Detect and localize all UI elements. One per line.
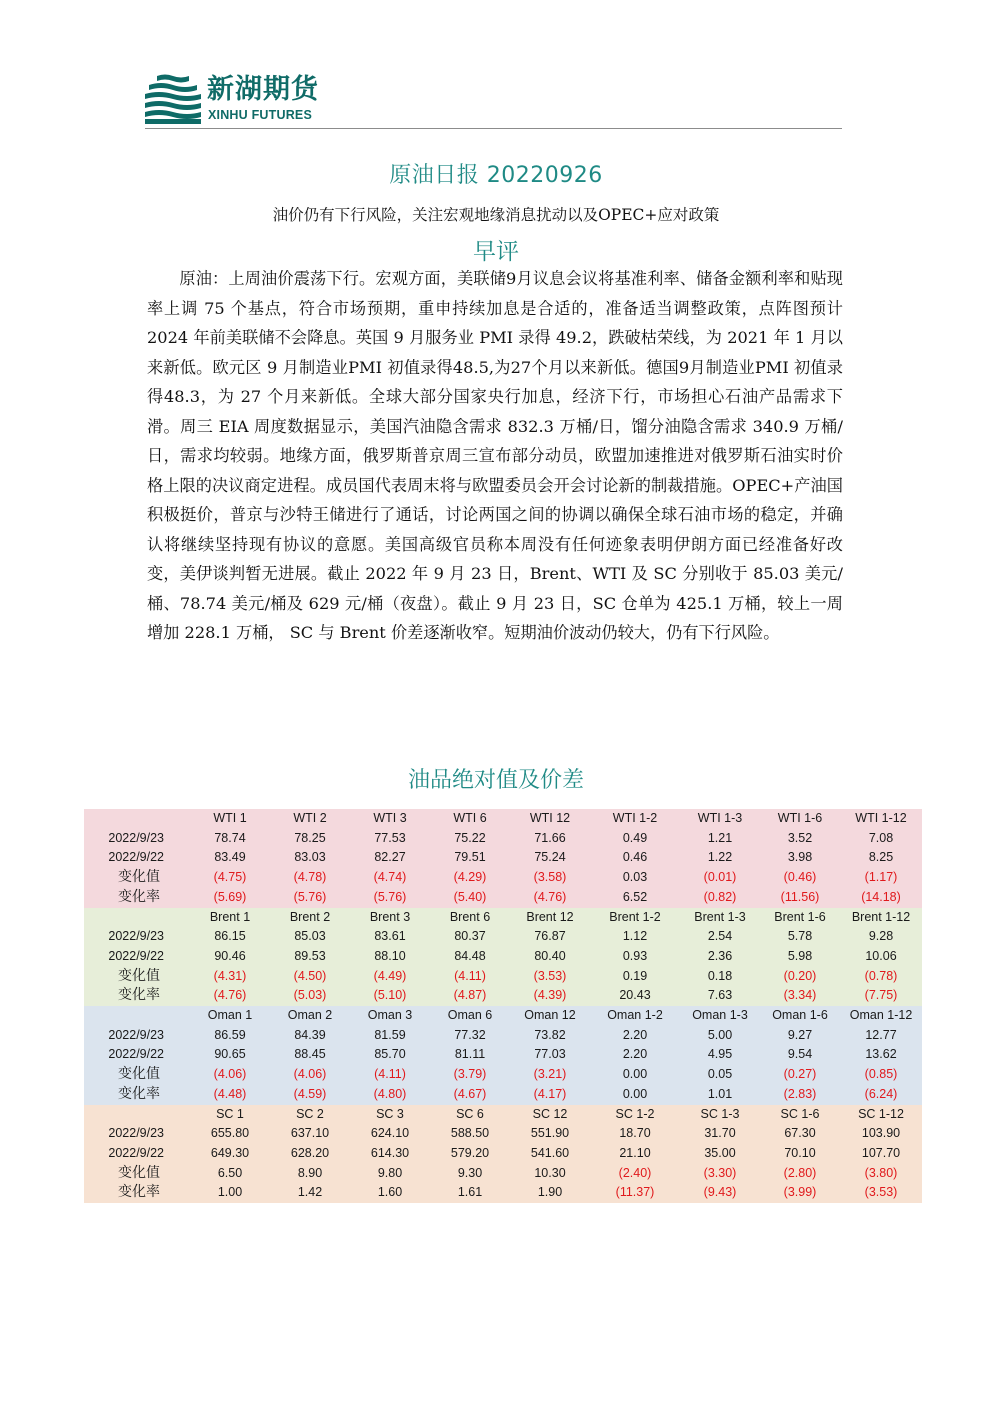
table-cell: (2.80) [760, 1164, 840, 1184]
table-cell: 1.12 [590, 927, 680, 947]
table-cell: 3.98 [760, 848, 840, 868]
table-cell: 0.49 [590, 829, 680, 849]
table-cell: 0.05 [680, 1065, 760, 1085]
table-cell: (0.01) [680, 868, 760, 888]
table-cell: 9.28 [840, 927, 922, 947]
table-header-row [84, 1105, 922, 1125]
row-label: 变化值 [84, 1164, 190, 1184]
table-cell: 649.30 [190, 1144, 270, 1164]
table-cell: (3.30) [680, 1164, 760, 1184]
table-cell: 83.03 [270, 848, 350, 868]
table-cell: (4.29) [430, 868, 510, 888]
table-cell: 76.87 [510, 927, 590, 947]
column-header: WTI 1 [190, 809, 270, 829]
table-cell: 85.03 [270, 927, 350, 947]
table-cell: 77.03 [510, 1045, 590, 1065]
table-cell: 84.48 [430, 947, 510, 967]
morning-review-paragraph: 原油：上周油价震荡下行。宏观方面，美联储9月议息会议将基准利率、储备金额利率和贴现率上调 75 个基点，符合市场预期，重申持续加息是合适的，准备适当调整政策，点阵图预计 2024 年前美联储不会降息。英国 9 月服务业 PMI 录得 49.2，跌破枯荣线，为 2021 年 1 月以来新低。欧元区 9 月制造业PMI 初值录得48.5,为27个月以来新低。德国9月制造业PMI 初值录得48.3，为 27 个月来新低。全球大部分国家央行加息，经济下行，市场担心石油产品需求下滑。周三 EIA 周度数据显示，美国汽油隐含需求 832.3 万桶/日，馏分油隐含需求 340.9 万桶/日，需求均较弱。地缘方面，俄罗斯普京周三宣布部分动员，欧盟加速推进对俄罗斯石油实时价格上限的决议商定进程。成员国代表周末将与欧盟委员会开会讨论新的制裁措施。OPEC+产油国积极挺价，普京与沙特王储进行了通话，讨论两国之间的协调以确保全球石油市场的稳定，并确认将继续坚持现有协议的意愿。美国高级官员称本周没有任何迹象表明伊朗方面已经准备好改变，美伊谈判暂无进展。截止 2022 年 9 月 23 日，Brent、WTI 及 SC 分别收于 85.03 美元/桶、78.74 美元/桶及 629 元/桶（夜盘）。截止 9 月 23 日，SC 仓单为 425.1 万桶，较上一周增加 228.1 万桶， SC 与 Brent 价差逐渐收窄。短期油价波动仍较大，仍有下行风险。 [147, 269, 843, 642]
row-label: 2022/9/22 [84, 1144, 190, 1164]
table-cell: 21.10 [590, 1144, 680, 1164]
table-cell: 5.00 [680, 1026, 760, 1046]
table-row [84, 1045, 922, 1065]
row-label: 变化值 [84, 868, 190, 888]
table-cell: (4.17) [510, 1085, 590, 1105]
table-row [84, 1183, 922, 1203]
table-cell: 1.60 [350, 1183, 430, 1203]
table-cell: 81.11 [430, 1045, 510, 1065]
column-header: SC 2 [270, 1105, 350, 1125]
row-label: 2022/9/22 [84, 947, 190, 967]
table-cell: 10.30 [510, 1164, 590, 1184]
table-cell: 103.90 [840, 1124, 922, 1144]
column-header: Oman 12 [510, 1006, 590, 1026]
row-label: 2022/9/22 [84, 1045, 190, 1065]
header-blank-cell [84, 908, 190, 928]
table-cell: 0.03 [590, 868, 680, 888]
table-cell: (7.75) [840, 986, 922, 1006]
table-cell: 75.22 [430, 829, 510, 849]
table-cell: (0.82) [680, 888, 760, 908]
table-cell: (2.83) [760, 1085, 840, 1105]
column-header: Oman 1-3 [680, 1006, 760, 1026]
table-cell: 79.51 [430, 848, 510, 868]
table-cell: 0.00 [590, 1065, 680, 1085]
table-cell: (2.40) [590, 1164, 680, 1184]
column-header: SC 1-6 [760, 1105, 840, 1125]
column-header: Oman 1-12 [840, 1006, 922, 1026]
table-cell: 2.54 [680, 927, 760, 947]
table-row [84, 967, 922, 987]
table-cell: 71.66 [510, 829, 590, 849]
header-divider [145, 128, 842, 129]
table-cell: 80.40 [510, 947, 590, 967]
column-header: WTI 1-3 [680, 809, 760, 829]
table-cell: 73.82 [510, 1026, 590, 1046]
table-cell: 75.24 [510, 848, 590, 868]
column-header: SC 1 [190, 1105, 270, 1125]
row-label: 2022/9/23 [84, 1026, 190, 1046]
row-label: 变化率 [84, 1085, 190, 1105]
table-cell: (4.78) [270, 868, 350, 888]
report-subtitle: 油价仍有下行风险，关注宏观地缘消息扰动以及OPEC+应对政策 [272, 206, 720, 224]
table-cell: (3.53) [840, 1183, 922, 1203]
oil-price-spread-table [84, 809, 922, 1203]
column-header: Oman 1-2 [590, 1006, 680, 1026]
table-cell: 84.39 [270, 1026, 350, 1046]
table-cell: 7.63 [680, 986, 760, 1006]
column-header: Brent 12 [510, 908, 590, 928]
column-header: Brent 1-2 [590, 908, 680, 928]
table-cell: 541.60 [510, 1144, 590, 1164]
table-row [84, 1124, 922, 1144]
table-cell: (1.17) [840, 868, 922, 888]
column-header: Brent 1-12 [840, 908, 922, 928]
column-header: Oman 3 [350, 1006, 430, 1026]
table-cell: 1.01 [680, 1085, 760, 1105]
table-cell: 614.30 [350, 1144, 430, 1164]
table-row [84, 848, 922, 868]
table-cell: (5.69) [190, 888, 270, 908]
table-cell: (3.99) [760, 1183, 840, 1203]
table-cell: 1.00 [190, 1183, 270, 1203]
table-cell: 85.70 [350, 1045, 430, 1065]
table-cell: (0.85) [840, 1065, 922, 1085]
table-cell: 1.42 [270, 1183, 350, 1203]
table-cell: (4.11) [430, 967, 510, 987]
table-cell: (4.80) [350, 1085, 430, 1105]
table-header-row [84, 908, 922, 928]
table-title: 油品绝对值及价差 [407, 768, 584, 793]
table-cell: (4.39) [510, 986, 590, 1006]
table-cell: (4.75) [190, 868, 270, 888]
column-header: WTI 1-12 [840, 809, 922, 829]
table-cell: 8.25 [840, 848, 922, 868]
table-cell: (0.20) [760, 967, 840, 987]
table-cell: 9.30 [430, 1164, 510, 1184]
table-row [84, 888, 922, 908]
table-cell: 88.45 [270, 1045, 350, 1065]
row-label: 变化率 [84, 1183, 190, 1203]
table-row [84, 1085, 922, 1105]
table-cell: 2.20 [590, 1045, 680, 1065]
table-cell: 0.19 [590, 967, 680, 987]
table-cell: (3.34) [760, 986, 840, 1006]
table-cell: 88.10 [350, 947, 430, 967]
table-cell: 6.52 [590, 888, 680, 908]
column-header: Brent 6 [430, 908, 510, 928]
table-cell: (4.76) [190, 986, 270, 1006]
column-header: WTI 2 [270, 809, 350, 829]
header-blank-cell [84, 1006, 190, 1026]
table-cell: 8.90 [270, 1164, 350, 1184]
table-cell: (3.53) [510, 967, 590, 987]
table-cell: 588.50 [430, 1124, 510, 1144]
row-label: 变化率 [84, 888, 190, 908]
table-cell: (4.67) [430, 1085, 510, 1105]
table-cell: 77.32 [430, 1026, 510, 1046]
table-cell: 3.52 [760, 829, 840, 849]
table-row [84, 927, 922, 947]
row-label: 变化值 [84, 1065, 190, 1085]
table-cell: (3.58) [510, 868, 590, 888]
table-cell: 6.50 [190, 1164, 270, 1184]
table-cell: 628.20 [270, 1144, 350, 1164]
table-cell: 7.08 [840, 829, 922, 849]
table-cell: 90.65 [190, 1045, 270, 1065]
table-cell: 31.70 [680, 1124, 760, 1144]
table-cell: (4.11) [350, 1065, 430, 1085]
table-cell: (11.37) [590, 1183, 680, 1203]
table-cell: (4.87) [430, 986, 510, 1006]
column-header: Oman 1-6 [760, 1006, 840, 1026]
table-cell: 83.61 [350, 927, 430, 947]
row-label: 2022/9/22 [84, 848, 190, 868]
table-cell: (5.40) [430, 888, 510, 908]
table-cell: 0.46 [590, 848, 680, 868]
table-cell: (4.76) [510, 888, 590, 908]
table-cell: (3.21) [510, 1065, 590, 1085]
table-cell: 89.53 [270, 947, 350, 967]
table-cell: (4.50) [270, 967, 350, 987]
logo-chinese-name: 新湖期货 [207, 74, 319, 105]
row-label: 2022/9/23 [84, 829, 190, 849]
table-cell: 9.54 [760, 1045, 840, 1065]
table-cell: 77.53 [350, 829, 430, 849]
table-cell: (5.76) [350, 888, 430, 908]
table-cell: 81.59 [350, 1026, 430, 1046]
column-header: WTI 1-6 [760, 809, 840, 829]
table-cell: 18.70 [590, 1124, 680, 1144]
table-cell: (4.49) [350, 967, 430, 987]
row-label: 变化值 [84, 967, 190, 987]
table-header-row [84, 809, 922, 829]
table-cell: (5.03) [270, 986, 350, 1006]
row-label: 2022/9/23 [84, 1124, 190, 1144]
table-cell: 624.10 [350, 1124, 430, 1144]
table-cell: 86.15 [190, 927, 270, 947]
table-cell: 12.77 [840, 1026, 922, 1046]
table-cell: 90.46 [190, 947, 270, 967]
table-cell: (14.18) [840, 888, 922, 908]
column-header: Oman 1 [190, 1006, 270, 1026]
table-row [84, 1144, 922, 1164]
column-header: SC 1-12 [840, 1105, 922, 1125]
table-cell: 9.27 [760, 1026, 840, 1046]
table-cell: 2.36 [680, 947, 760, 967]
table-cell: (3.79) [430, 1065, 510, 1085]
table-cell: (4.06) [270, 1065, 350, 1085]
header-blank-cell [84, 809, 190, 829]
table-cell: 10.06 [840, 947, 922, 967]
table-cell: (0.46) [760, 868, 840, 888]
table-cell: 637.10 [270, 1124, 350, 1144]
header-blank-cell [84, 1105, 190, 1125]
table-cell: 0.93 [590, 947, 680, 967]
table-cell: (3.80) [840, 1164, 922, 1184]
column-header: WTI 12 [510, 809, 590, 829]
table-cell: (4.59) [270, 1085, 350, 1105]
company-logo [143, 72, 343, 124]
column-header: Brent 2 [270, 908, 350, 928]
logo-english-name: XINHU FUTURES [208, 108, 312, 122]
table-cell: 5.78 [760, 927, 840, 947]
report-title: 原油日报 20220926 [389, 163, 603, 188]
table-cell: 1.21 [680, 829, 760, 849]
table-cell: (4.48) [190, 1085, 270, 1105]
waves-logo-icon [143, 74, 201, 124]
table-cell: (0.78) [840, 967, 922, 987]
table-row [84, 1164, 922, 1184]
table-cell: (5.76) [270, 888, 350, 908]
table-cell: 80.37 [430, 927, 510, 947]
table-row [84, 1065, 922, 1085]
table-cell: 107.70 [840, 1144, 922, 1164]
table-row [84, 829, 922, 849]
section-heading-morning-review: 早评 [473, 239, 519, 265]
table-row [84, 986, 922, 1006]
column-header: SC 1-2 [590, 1105, 680, 1125]
table-cell: 0.18 [680, 967, 760, 987]
table-row [84, 947, 922, 967]
table-cell: (4.06) [190, 1065, 270, 1085]
table-cell: (5.10) [350, 986, 430, 1006]
table-cell: 1.90 [510, 1183, 590, 1203]
table-cell: 9.80 [350, 1164, 430, 1184]
table-cell: 4.95 [680, 1045, 760, 1065]
table-cell: (4.31) [190, 967, 270, 987]
column-header: SC 6 [430, 1105, 510, 1125]
column-header: Brent 1-6 [760, 908, 840, 928]
table-cell: 82.27 [350, 848, 430, 868]
table-cell: (9.43) [680, 1183, 760, 1203]
table-cell: 86.59 [190, 1026, 270, 1046]
column-header: SC 1-3 [680, 1105, 760, 1125]
column-header: WTI 3 [350, 809, 430, 829]
table-cell: 5.98 [760, 947, 840, 967]
table-cell: 579.20 [430, 1144, 510, 1164]
table-row [84, 1026, 922, 1046]
table-cell: 1.61 [430, 1183, 510, 1203]
table-cell: 2.20 [590, 1026, 680, 1046]
column-header: WTI 6 [430, 809, 510, 829]
column-header: Oman 2 [270, 1006, 350, 1026]
table-cell: 83.49 [190, 848, 270, 868]
table-cell: 13.62 [840, 1045, 922, 1065]
column-header: SC 12 [510, 1105, 590, 1125]
table-cell: 78.74 [190, 829, 270, 849]
table-cell: 1.22 [680, 848, 760, 868]
table-cell: 78.25 [270, 829, 350, 849]
table-cell: 20.43 [590, 986, 680, 1006]
column-header: Oman 6 [430, 1006, 510, 1026]
column-header: WTI 1-2 [590, 809, 680, 829]
table-cell: 655.80 [190, 1124, 270, 1144]
table-cell: 551.90 [510, 1124, 590, 1144]
table-cell: (4.74) [350, 868, 430, 888]
column-header: SC 3 [350, 1105, 430, 1125]
column-header: Brent 1-3 [680, 908, 760, 928]
table-cell: 0.00 [590, 1085, 680, 1105]
table-cell: 70.10 [760, 1144, 840, 1164]
table-cell: 35.00 [680, 1144, 760, 1164]
row-label: 变化率 [84, 986, 190, 1006]
column-header: Brent 3 [350, 908, 430, 928]
row-label: 2022/9/23 [84, 927, 190, 947]
table-cell: 67.30 [760, 1124, 840, 1144]
table-cell: (11.56) [760, 888, 840, 908]
table-cell: (6.24) [840, 1085, 922, 1105]
table-cell: (0.27) [760, 1065, 840, 1085]
table-row [84, 868, 922, 888]
column-header: Brent 1 [190, 908, 270, 928]
table-header-row [84, 1006, 922, 1026]
